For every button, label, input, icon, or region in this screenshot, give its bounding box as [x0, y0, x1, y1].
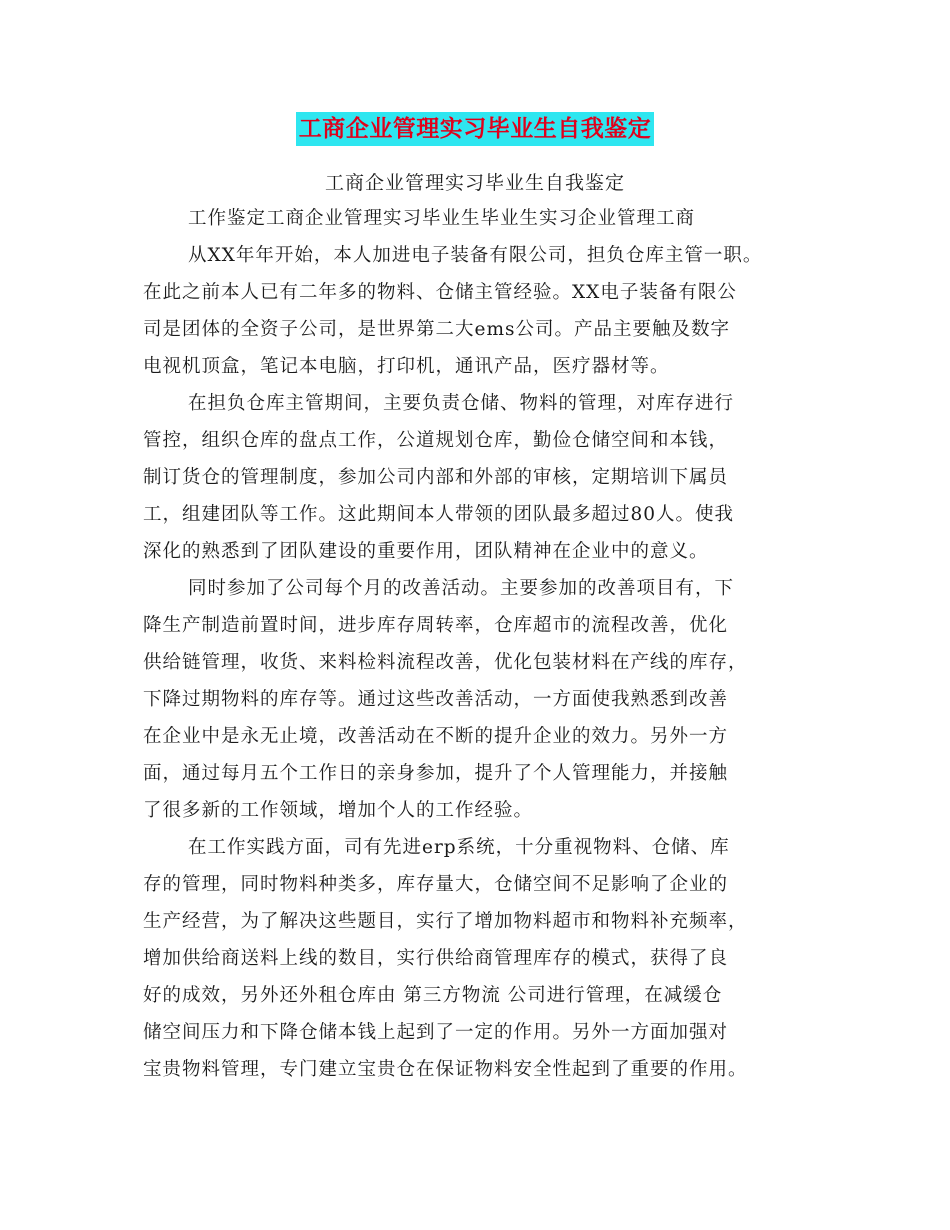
title-container: [0, 112, 950, 146]
body-line: 同时参加了公司每个月的改善活动。主要参加的改善项目有，下: [188, 578, 735, 599]
body-line: 降生产制造前置时间，进步库存周转率，仓库超市的流程改善，优化: [143, 615, 729, 636]
body-line: 管控，组织仓库的盘点工作，公道规划仓库，勤俭仓储空间和本钱，: [143, 430, 729, 451]
body-line: 下降过期物料的库存等。通过这些改善活动，一方面使我熟悉到改善: [143, 689, 729, 710]
body-line: 供给链管理，收货、来料检料流程改善，优化包装材料在产线的库存，: [143, 652, 748, 673]
body-line: 在担负仓库主管期间，主要负责仓储、物料的管理，对库存进行: [188, 393, 735, 414]
body-line: 司是团体的全资子公司，是世界第二大ems公司。产品主要触及数字: [143, 319, 730, 340]
body-line: 储空间压力和下降仓储本钱上起到了一定的作用。另外一方面加强对: [143, 1022, 729, 1043]
body-line: 了很多新的工作领域，增加个人的工作经验。: [143, 800, 534, 821]
body-line: 深化的熟悉到了团队建设的重要作用，团队精神在企业中的意义。: [143, 541, 709, 562]
body-line: 工，组建团队等工作。这此期间本人带领的团队最多超过80人。使我: [143, 504, 735, 525]
body-line: 好的成效，另外还外租仓库由 第三方物流 公司进行管理，在减缓仓: [143, 985, 723, 1006]
body-line: 面，通过每月五个工作日的亲身参加，提升了个人管理能力，并接触: [143, 763, 729, 784]
body-line: 增加供给商送料上线的数目，实行供给商管理库存的模式，获得了良: [143, 948, 729, 969]
document-title: 工商企业管理实习毕业生自我鉴定: [296, 112, 655, 146]
body-line: 生产经营，为了解决这些题目，实行了增加物料超市和物料补充频率，: [143, 911, 748, 932]
body-line: 存的管理，同时物料种类多，库存量大，仓储空间不足影响了企业的: [143, 874, 729, 895]
body-line: 工作鉴定工商企业管理实习毕业生毕业生实习企业管理工商: [188, 208, 696, 229]
body-line: 在此之前本人已有二年多的物料、仓储主管经验。XX电子装备有限公: [143, 282, 737, 303]
body-line: 从XX年年开始，本人加进电子装备有限公司，担负仓库主管一职。: [188, 245, 763, 266]
document-body: [143, 200, 811, 1088]
document-subtitle: 工商企业管理实习毕业生自我鉴定: [324, 172, 625, 194]
body-line: 在企业中是永无止境，改善活动在不断的提升企业的效力。另外一方: [143, 726, 729, 747]
body-line: 制订货仓的管理制度，参加公司内部和外部的审核，定期培训下属员: [143, 467, 729, 488]
body-line: 在工作实践方面，司有先进erp系统，十分重视物料、仓储、库: [188, 837, 730, 858]
body-line: 宝贵物料管理，专门建立宝贵仓在保证物料安全性起到了重要的作用。: [143, 1059, 748, 1080]
body-line: 电视机顶盒，笔记本电脑，打印机，通讯产品，医疗器材等。: [143, 356, 670, 377]
